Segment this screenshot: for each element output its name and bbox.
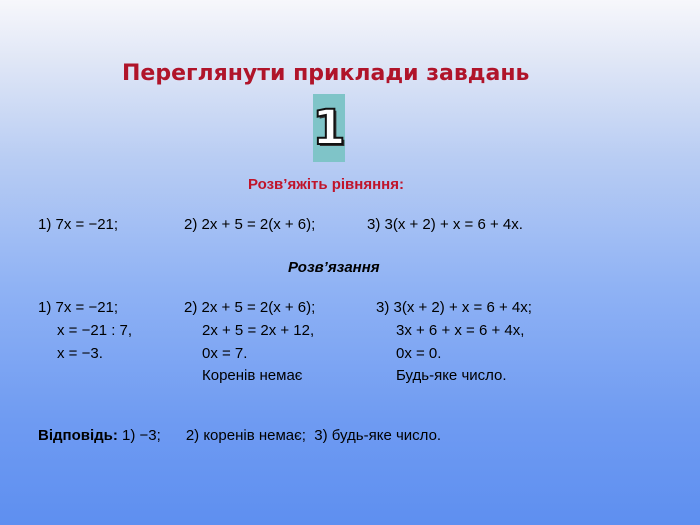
sol2-line4: Коренів немає <box>202 367 303 384</box>
number-badge <box>313 94 345 162</box>
sol2-line2: 2x + 5 = 2x + 12, <box>202 322 315 339</box>
slide-title: Переглянути приклади завдань <box>122 61 530 86</box>
badge-number: 1 <box>312 100 346 156</box>
sol1-line1: 1) 7x = −21; <box>38 299 119 316</box>
sol1-line2: x = −21 : 7, <box>57 322 133 339</box>
sol1-line3: x = −3. <box>57 345 103 362</box>
task-heading: Розв’яжіть рівняння: <box>248 176 404 193</box>
sol3-line1: 3) 3(x + 2) + x = 6 + 4x; <box>376 299 532 316</box>
sol2-line3: 0x = 7. <box>202 345 248 362</box>
sol3-line4: Будь-яке число. <box>396 367 507 384</box>
answer-text: 1) −3; 2) коренів немає; 3) будь-яке число. <box>117 427 442 444</box>
task-1: 1) 7x = −21; <box>38 216 119 233</box>
task-2: 2) 2x + 5 = 2(x + 6); <box>184 216 316 233</box>
solution-heading: Розв’язання <box>288 259 380 276</box>
sol3-line3: 0x = 0. <box>396 345 442 362</box>
answer-label: Відповідь: <box>38 427 118 444</box>
task-3: 3) 3(x + 2) + x = 6 + 4x. <box>367 216 523 233</box>
sol3-line2: 3x + 6 + x = 6 + 4x, <box>396 322 525 339</box>
sol2-line1: 2) 2x + 5 = 2(x + 6); <box>184 299 316 316</box>
answer-line <box>38 427 441 444</box>
